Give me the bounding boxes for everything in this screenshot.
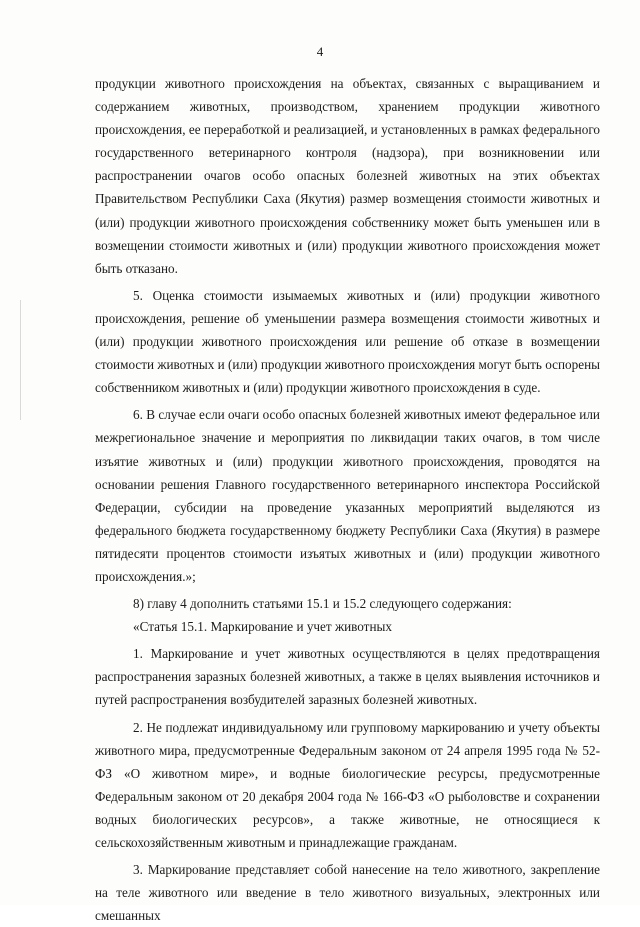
- paragraph-item-5: 5. Оценка стоимости изымаемых животных и (или) продукции животного происхождения, решение об уменьшении размера возмещения стоимости животных и (или) продукции животного происхождения или решение об отказе в возмещении стоимости животных и (или) продукции животного происхождения могут быть оспорены собственником животных и (или) продукции животного происхождения в суде.: [95, 287, 600, 396]
- page-number: 4: [316, 44, 324, 59]
- article-heading-15-1: «Статья 15.1. Маркирование и учет животных: [133, 619, 392, 635]
- document-body: [95, 72, 600, 927]
- paragraph-item-6: 6. В случае если очаги особо опасных болезней животных имеют федеральное или межрегиональное значение и мероприятия по ликвидации таких очагов, в том числе изъятие животных и (или) продукции животного происхождения, проводятся на основании решения Главного государственного ветеринарного инспектора Российской Федерации, субсидии на проведение указанных мероприятий выделяются из федерального бюджета государственному бюджету Республики Саха (Якутия) в размере пятидесяти процентов стоимости изъятых животных и (или) продукции животного происхождения.»;: [95, 407, 600, 584]
- article-15-1-item-2: 2. Не подлежат индивидуальному или групповому маркированию и учету объекты животного мира, предусмотренные Федеральным законом от 24 апреля 1995 года № 52-ФЗ «О животном мире», и водные биологические ресурсы, предусмотренные Федеральным законом от 20 декабря 2004 года № 166-ФЗ «О рыболовстве и сохранении водных биологических ресурсов», а также животные, не относящиеся к сельскохозяйственным животным и принадлежащие гражданам.: [95, 719, 600, 850]
- scan-margin-mark: [20, 300, 21, 420]
- paragraph-amendment-8: 8) главу 4 дополнить статьями 15.1 и 15.2 следующего содержания:: [133, 596, 512, 612]
- paragraph-continuation: продукции животного происхождения на объектах, связанных с выращиванием и содержанием животных, производством, хранением продукции животного происхождения, ее переработкой и реализацией, и установленных в рамках федерального государственного ветеринарного контроля (надзора), при возникновении или распространении очагов особо опасных болезней животных на этих объектах Правительством Республики Саха (Якутия) размер возмещения стоимости животных и (или) продукции животного происхождения собственнику может быть уменьшен или в возмещении стоимости животных и (или) продукции животного происхождения может быть отказано.: [95, 76, 600, 276]
- article-15-1-item-1: 1. Маркирование и учет животных осуществляются в целях предотвращения распространения заразных болезней животных, а также в целях выявления источников и путей распространения возбудителей заразных болезней животных.: [95, 646, 600, 708]
- article-15-1-item-3: 3. Маркирование представляет собой нанесение на тело животного, закрепление на теле животного или введение в тело животного визуальных, электронных или смешанных: [95, 862, 600, 924]
